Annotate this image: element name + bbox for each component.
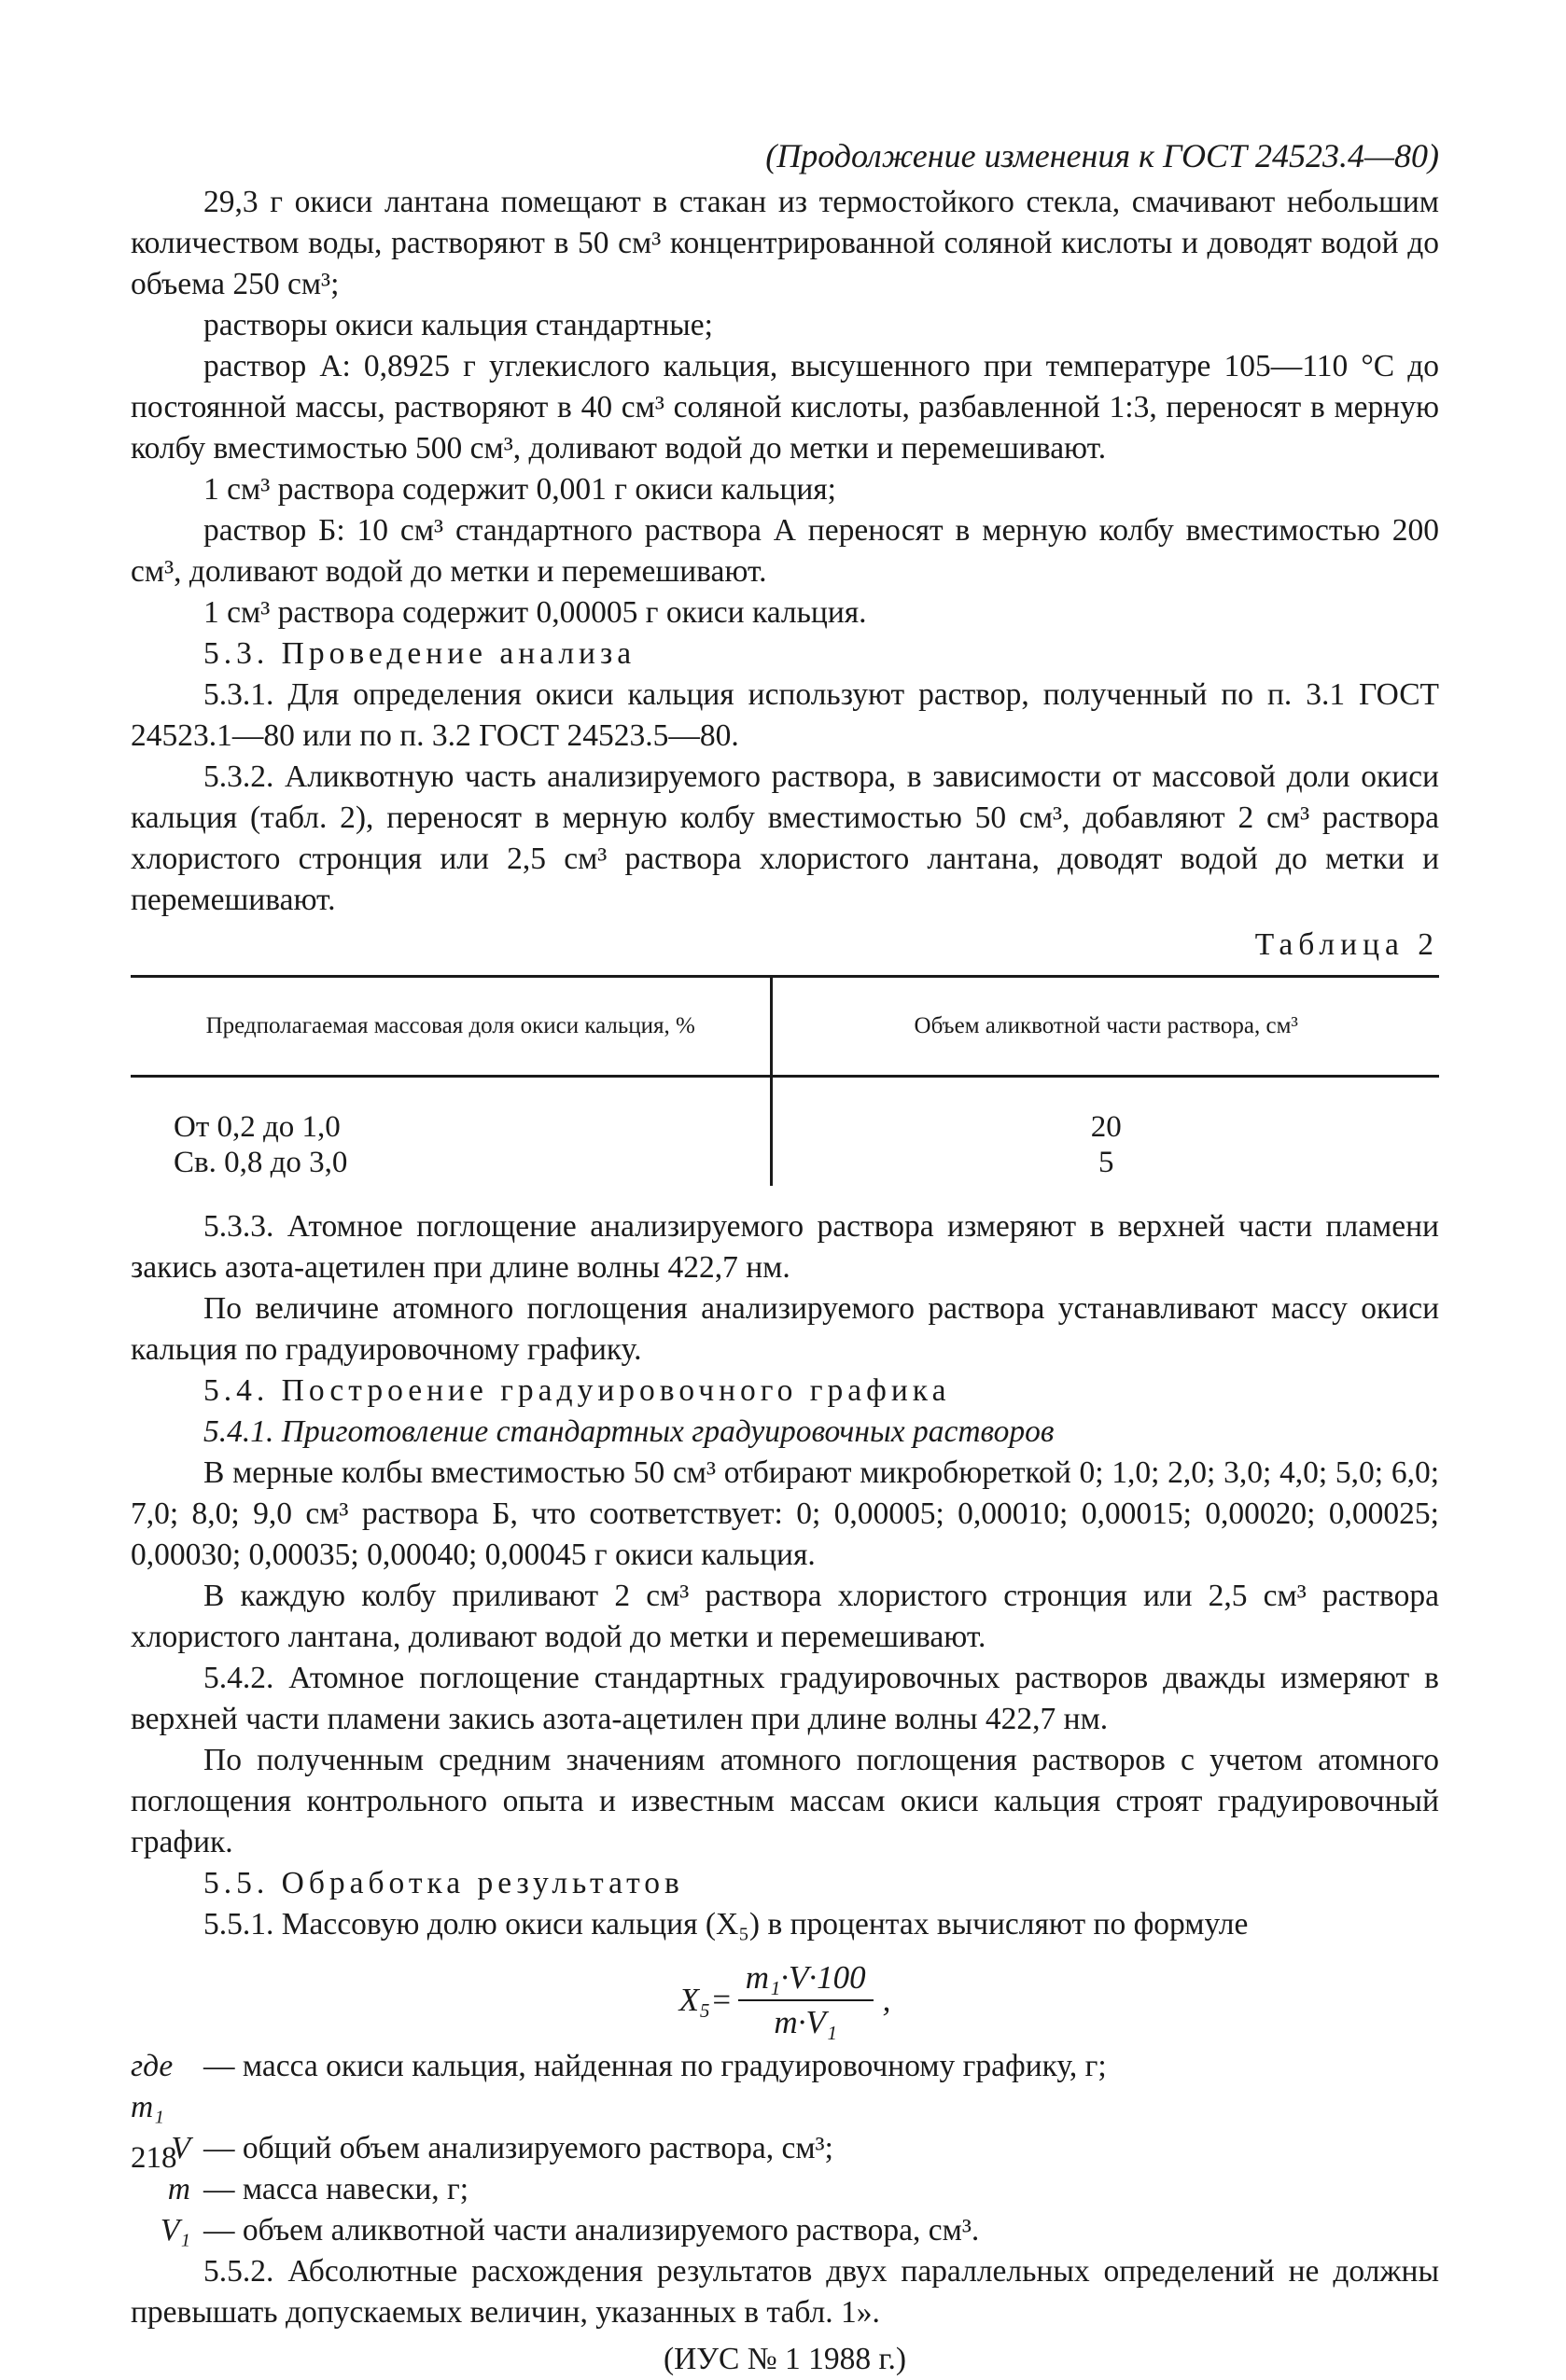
paragraph: В каждую колбу приливают 2 см³ раствора хлористого стронция или 2,5 см³ раствора хлористого лантана, доливают водой до метки и перемешивают. xyxy=(131,1579,1439,1654)
table-header-cell: Предполагаемая массовая доля окиси кальция, % xyxy=(131,977,772,1077)
legend-text: — общий объем анализируемого раствора, см³; xyxy=(203,2131,833,2165)
table-header-cell: Объем аликвотной части раствора, см³ xyxy=(772,977,1439,1077)
legend-symbol: m xyxy=(167,2172,190,2206)
document-page xyxy=(131,135,1439,2380)
formula-legend xyxy=(131,2046,1439,2251)
paragraph: По величине атомного поглощения анализируемого раствора устанавливают массу окиси кальция по градуировочному графику. xyxy=(131,1291,1439,1367)
page-header: (Продолжение изменения к ГОСТ 24523.4—80) xyxy=(765,137,1439,174)
ius-reference: (ИУС № 1 1988 г.) xyxy=(663,2342,907,2376)
paragraph: растворы окиси кальция стандартные; xyxy=(203,308,713,342)
legend-symbol: где m₁ xyxy=(131,2049,174,2124)
formula-fraction xyxy=(738,1958,874,2042)
formula-numerator: m₁·V·100 xyxy=(738,1958,874,2001)
paragraph: 1 см³ раствора содержит 0,001 г окиси кальция; xyxy=(203,472,836,507)
formula xyxy=(131,1958,1439,2042)
legend-text: — масса окиси кальция, найденная по градуировочному графику, г; xyxy=(203,2049,1107,2083)
section-heading-5-5: 5.5. Обработка результатов xyxy=(203,1866,684,1900)
paragraph-5-3-3: 5.3.3. Атомное поглощение анализируемого раствора измеряют в верхней части пламени закись азота-ацетилен при длине волны 422,7 нм. xyxy=(131,1209,1439,1285)
table-row xyxy=(131,1077,1439,1146)
table-cell: 5 xyxy=(1098,1146,1114,1179)
legend-symbol: V₁ xyxy=(160,2213,190,2248)
paragraph-5-4-2: 5.4.2. Атомное поглощение стандартных градуировочных растворов дважды измеряют в верхней части пламени закись азота-ацетилен при длине волны 422,7 нм. xyxy=(131,1661,1439,1736)
legend-symbol: V xyxy=(171,2131,190,2165)
formula-trail: , xyxy=(882,1982,891,2018)
legend-text: — масса навески, г; xyxy=(203,2172,469,2206)
paragraph-5-5-2: 5.5.2. Абсолютные расхождения результатов двух параллельных определений не должны превышать допускаемых величин, указанных в табл. 1». xyxy=(131,2254,1439,2330)
table-caption: Таблица 2 xyxy=(1254,927,1439,962)
table-cell: 20 xyxy=(1090,1110,1122,1144)
section-heading-5-3: 5.3. Проведение анализа xyxy=(203,636,636,671)
table-2 xyxy=(131,975,1439,1186)
table-cell: От 0,2 до 1,0 xyxy=(131,1077,772,1146)
formula-denominator: m·V₁ xyxy=(774,2004,837,2040)
paragraph: раствор Б: 10 см³ стандартного раствора А переносят в мерную колбу вместимостью 200 см³, доливают водой до метки и перемешивают. xyxy=(131,513,1439,589)
paragraph: По полученным средним значениям атомного поглощения растворов с учетом атомного поглощения контрольного опыта и известным массам окиси кальция строят градуировочный график. xyxy=(131,1743,1439,1859)
section-heading-5-4-1: 5.4.1. Приготовление стандартных градуировочных растворов xyxy=(203,1414,1055,1449)
table-cell: Св. 0,8 до 3,0 xyxy=(131,1145,772,1186)
formula-lhs: X₅= xyxy=(678,1982,733,2018)
paragraph-5-3-2: 5.3.2. Аликвотную часть анализируемого раствора, в зависимости от массовой доли окиси кальция (табл. 2), переносят в мерную колбу вместимостью 50 см³, добавляют 2 см³ раствора хлористого стронция или 2,5 см³ раствора хлористого лантана, доводят водой до метки и перемешивают. xyxy=(131,759,1439,917)
paragraph-5-5-1: 5.5.1. Массовую долю окиси кальция (X₅) в процентах вычисляют по формуле xyxy=(203,1907,1249,1942)
paragraph: 1 см³ раствора содержит 0,00005 г окиси кальция. xyxy=(203,595,867,630)
paragraph-5-3-1: 5.3.1. Для определения окиси кальция используют раствор, полученный по п. 3.1 ГОСТ 24523.1—80 или по п. 3.2 ГОСТ 24523.5—80. xyxy=(131,677,1439,753)
paragraph: раствор А: 0,8925 г углекислого кальция, высушенного при температуре 105—110 °С до постоянной массы, растворяют в 40 см³ соляной кислоты, разбавленной 1:3, переносят в мерную колбу вместимостью 500 см³, доливают водой до метки и перемешивают. xyxy=(131,349,1439,466)
table-row xyxy=(131,1145,1439,1186)
section-heading-5-4: 5.4. Построение градуировочного графика xyxy=(203,1373,951,1408)
paragraph: 29,3 г окиси лантана помещают в стакан из термостойкого стекла, смачивают небольшим количеством воды, растворяют в 50 см³ концентрированной соляной кислоты и доводят водой до объема 250 см³; xyxy=(131,185,1439,301)
legend-text: — объем аликвотной части анализируемого раствора, см³. xyxy=(203,2213,980,2248)
page-number: 218 xyxy=(131,2141,177,2175)
paragraph: В мерные колбы вместимостью 50 см³ отбирают микробюреткой 0; 1,0; 2,0; 3,0; 4,0; 5,0; 6,0; 7,0; 8,0; 9,0 см³ раствора Б, что соответствует: 0; 0,00005; 0,00010; 0,00015; 0,00020; 0,00025; 0,00030; 0,00035; 0,00040; 0,00045 г окиси кальция. xyxy=(131,1455,1439,1572)
